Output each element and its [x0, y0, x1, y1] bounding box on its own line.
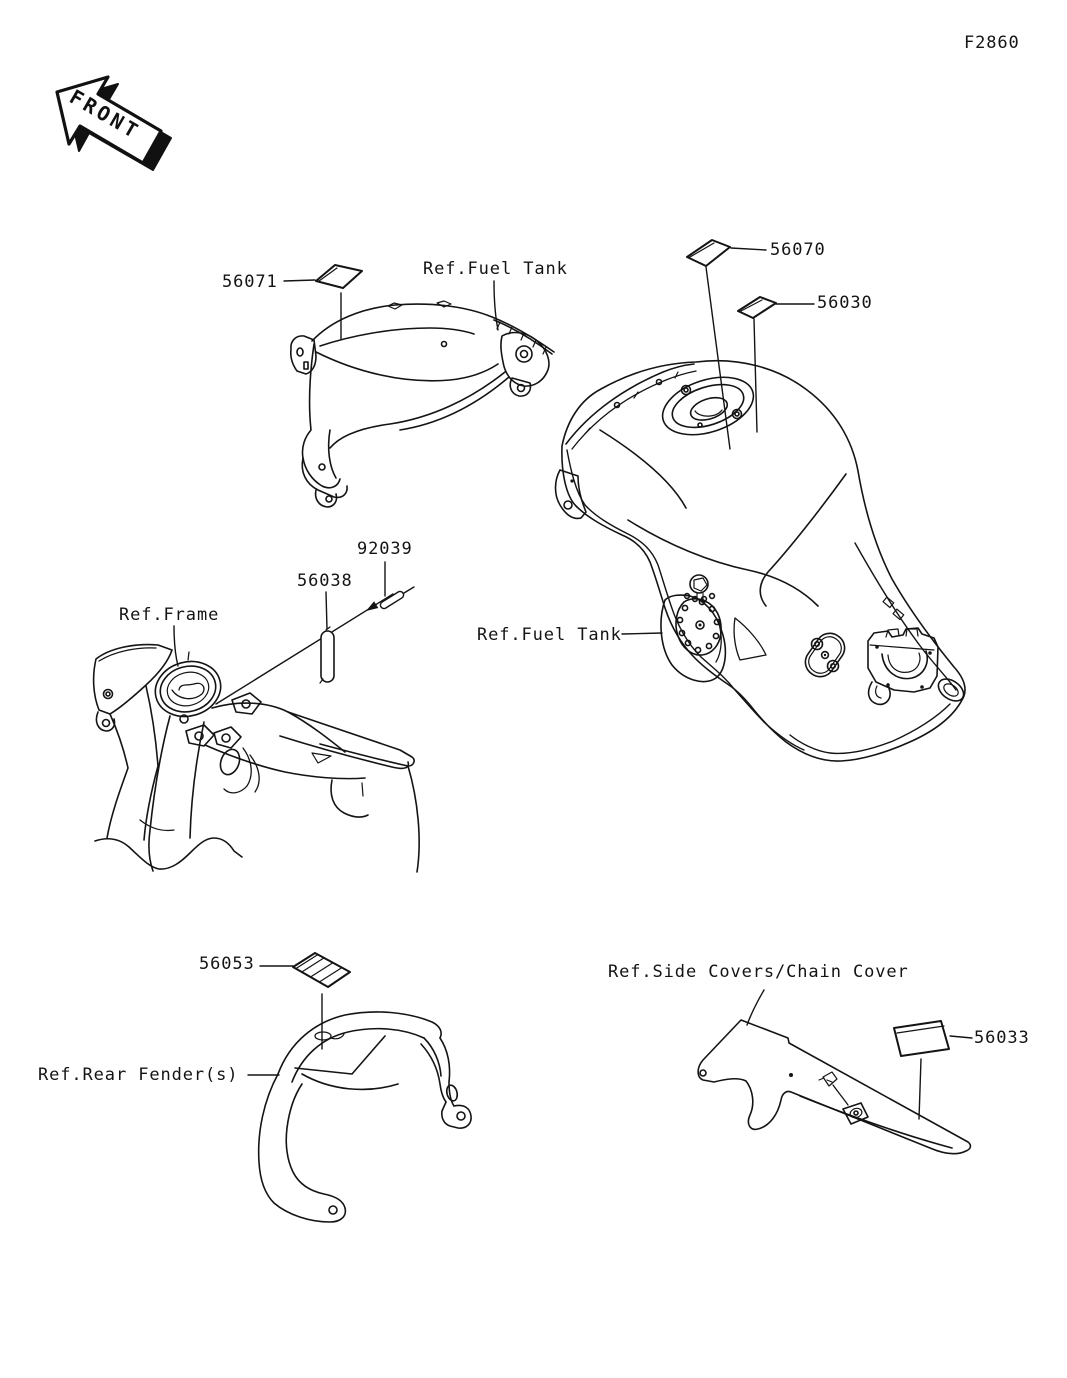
- leader-ref-side-covers: [747, 990, 764, 1025]
- rear-fender-drawing: [259, 1012, 471, 1222]
- leader-56038: [326, 592, 327, 629]
- leader-ref-frame: [174, 626, 178, 666]
- ref-label-fuel-tank-side: Ref.Fuel Tank: [477, 625, 622, 645]
- front-direction-arrow: [57, 77, 171, 170]
- part-callout-56030: 56030: [817, 293, 873, 313]
- part-callout-56070: 56070: [770, 240, 826, 260]
- ref-label-side-covers: Ref.Side Covers/Chain Cover: [608, 962, 909, 982]
- leader-ref-fuel-tank-top: [494, 281, 498, 330]
- ref-label-rear-fender: Ref.Rear Fender(s): [38, 1065, 239, 1085]
- part-callout-92039: 92039: [357, 539, 413, 559]
- callout-leader-lines: [174, 248, 972, 1119]
- leader-92039-arrowhead: [366, 601, 378, 611]
- tank-cover-drawing: [291, 301, 554, 507]
- decal-56030: [738, 297, 776, 318]
- part-callout-56053: 56053: [199, 954, 255, 974]
- part-callout-56033: 56033: [974, 1028, 1030, 1048]
- ref-label-fuel-tank-top: Ref.Fuel Tank: [423, 259, 568, 279]
- leader-56071: [284, 280, 341, 339]
- leader-ref-fuel-tank-side: [622, 633, 662, 634]
- decal-56070: [687, 240, 730, 266]
- fuel-tank-drawing: [556, 361, 968, 761]
- front-arrow-text: FRONT: [65, 84, 145, 145]
- figure-code: F2860: [964, 33, 1020, 53]
- part-callout-56071: 56071: [222, 272, 278, 292]
- trim-56038: [321, 631, 334, 682]
- decal-labels: [293, 240, 949, 1056]
- ref-label-frame: Ref.Frame: [119, 605, 220, 625]
- decal-56071: [316, 265, 362, 288]
- part-callout-56038: 56038: [297, 571, 353, 591]
